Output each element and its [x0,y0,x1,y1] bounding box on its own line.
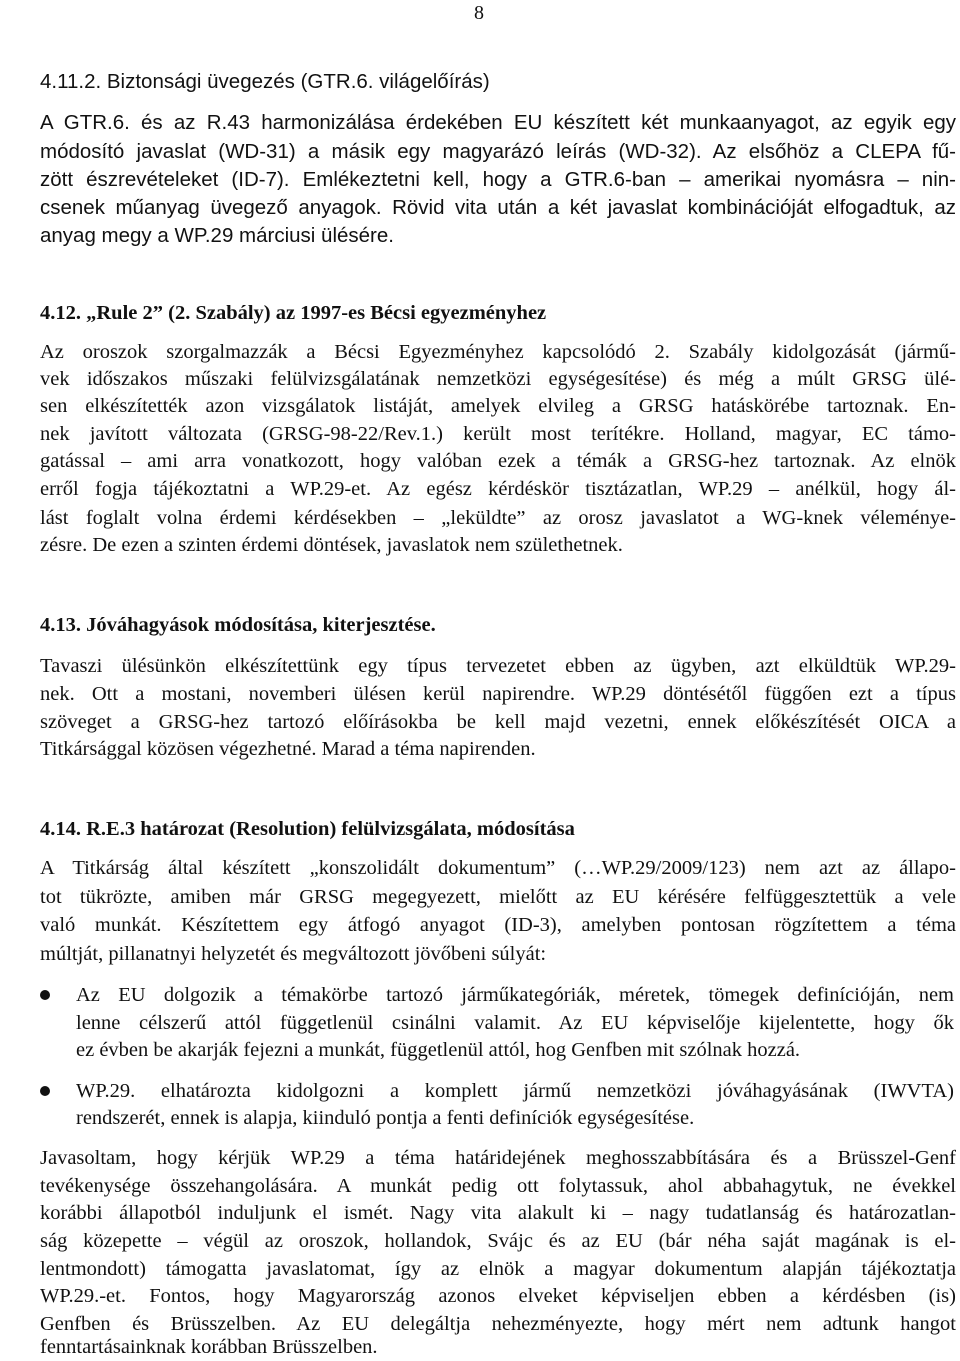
paragraph-line: fenntartásainknak korábban Brüsszelben. [40,1336,378,1358]
paragraph-line: tevékenysége összehangolására. A munkát pedig ott folytassuk, ahol abbahagytuk, ne évekkel [40,1175,956,1197]
bullet-line: rendszerét, ennek is alapja, kiinduló pontja a fenti definíciók egységesítése. [76,1107,695,1129]
section-heading-4-13: 4.13. Jóváhagyások módosítása, kiterjesztése. [40,614,436,636]
paragraph-line: A GTR.6. és az R.43 harmonizálása érdekében EU készített két munkaanyagot, az egyik egy [40,111,956,134]
paragraph-line: zésre. De ezen a szinten érdemi döntések, javaslatok nem születhetnek. [40,534,623,556]
paragraph-line: erről fogja tájékoztatni a WP.29-et. Az egész kérdéskör tisztázatlan, WP.29 – anélkül, hogy ál- [40,478,956,500]
section-heading-4-14: 4.14. R.E.3 határozat (Resolution) felülvizsgálata, módosítása [40,818,575,840]
section-heading-4-11-2: 4.11.2. Biztonsági üvegezés (GTR.6. világelőírás) [40,70,490,93]
paragraph-line: Tavaszi ülésünkön elkészítettünk egy típus tervezetet ebben az ügyben, azt elküldtük WP.29- [40,655,956,677]
paragraph-line: anyag megy a WP.29 márciusi ülésére. [40,224,394,247]
paragraph-line: Genfben és Brüsszelben. Az EU delegáltja nehezményezte, hogy mért nem adtunk hangot [40,1313,956,1335]
paragraph-line: sen elkészítették azon vizsgálatok listáját, amelyek elvileg a GRSG hatáskörébe tartoznak. En- [40,395,956,417]
paragraph-line: A Titkárság által készített „konszolidált dokumentum” (…WP.29/2009/123) nem azt az állapo- [40,857,956,879]
paragraph-line: módosító javaslat (WD-31) a másik egy magyarázó leírás (WD-32). Az elsőhöz a CLEPA fű- [40,140,956,163]
paragraph-line: gatással – ami arra vonatkozott, hogy valóban ezek a témák a GRSG-hez tartoznak. Az elnök [40,450,956,472]
paragraph-line: Az oroszok szorgalmazzák a Bécsi Egyezményhez kapcsolódó 2. Szabály kidolgozását (jármű- [40,341,956,363]
paragraph-line: szöveget a GRSG-hez tartozó előírásokba be kell majd vezetni, ennek előkészítését OICA a [40,711,956,733]
bullet-line: WP.29. elhatározta kidolgozni a komplett jármű nemzetközi jóváhagyásának (IWVTA) [76,1080,954,1102]
bullet-line: lenne célszerű attól függetlenül csinálni valamit. Az EU képviselője kijelentette, hogy ők [76,1012,954,1034]
paragraph-line: múltját, pillanatnyi helyzetét és megváltozott jövőbeni súlyát: [40,943,547,965]
bullet-line: ez évben be akarják fejezni a munkát, függetlenül attól, hog Genfben mit szólnak hozzá. [76,1039,801,1061]
paragraph-line: lást foglalt volna érdemi kérdésekben – „leküldte” az orosz javaslatot a WG-knek véleménye- [40,507,956,529]
paragraph-line: korábbi állapotból induljunk el ismét. Nagy vita alakult ki – nagy tudatlanság és határozatlan- [40,1202,956,1224]
paragraph-line: lentmondott) támogatta javaslatomat, így az elnök a magyar dokumentum alapján tájékoztatja [40,1258,956,1280]
paragraph-line: WP.29.-et. Fontos, hogy Magyarország azonos elveket képviseljen ebben a kérdésben (is) [40,1285,956,1307]
bullet-dot-icon [40,1086,50,1096]
paragraph-line: való munkát. Készítettem egy átfogó anyagot (ID-3), amelyben pontosan rögzítettem a téma [40,914,956,936]
paragraph-line: Javasoltam, hogy kérjük WP.29 a téma határidejének meghosszabbítására és a Brüsszel-Genf [40,1147,956,1169]
paragraph-line: ság közepette – végül az oroszok, hollandok, Svájc és az EU (bár néha saját magának is el- [40,1230,956,1252]
paragraph-line: nek javított változata (GRSG-98-22/Rev.1.) került most terítékre. Holland, magyar, EC támo- [40,423,956,445]
paragraph-line: tot tükrözte, amiben már GRSG megegyezett, mielőtt az EU kérésére felfüggesztettük a vele [40,886,956,908]
page-number: 8 [474,2,484,24]
bullet-line: Az EU dolgozik a témakörbe tartozó járműkategóriák, méretek, tömegek definícióján, nem [76,984,954,1006]
paragraph-line: zött észrevételeket (ID-7). Emlékeztetni kell, hogy a GTR.6-ban – amerikai nyomásra – nin- [40,168,956,191]
paragraph-line: nek. Ott a mostani, novemberi ülésen kerül napirendre. WP.29 döntésétől függően ezt a típus [40,683,956,705]
paragraph-line: vek időszakos műszaki felülvizsgálatának nemzetközi egységesítése) és még a múlt GRSG ülé- [40,368,956,390]
bullet-dot-icon [40,990,50,1000]
section-heading-4-12: 4.12. „Rule 2” (2. Szabály) az 1997-es Bécsi egyezményhez [40,302,547,324]
paragraph-line: csenek műanyag üvegező anyagok. Rövid vita után a két javaslat kombinációját elfogadtuk, az [40,196,956,219]
paragraph-line: Titkársággal közösen végezhetné. Marad a téma napirenden. [40,738,536,760]
